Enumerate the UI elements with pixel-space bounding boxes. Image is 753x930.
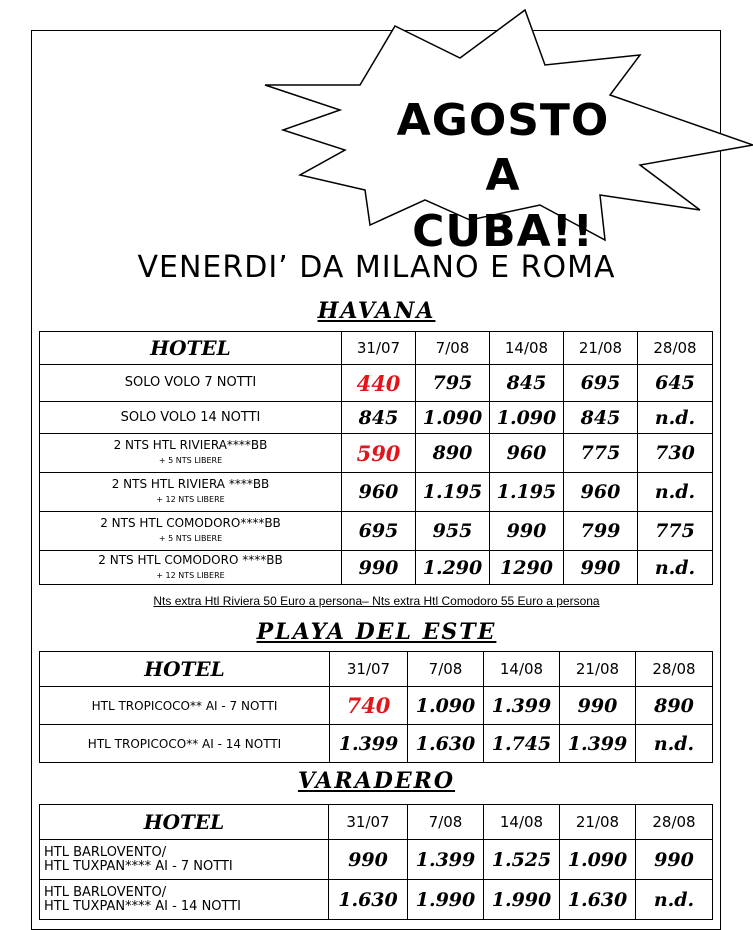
varadero-price-table [39,804,713,920]
price-cell: 795 [416,365,490,402]
price-cell: 590 [342,434,416,473]
date-column-header: 21/08 [560,652,636,687]
price-cell: 1.195 [490,473,564,512]
date-column-header: 14/08 [484,652,560,687]
price-cell: 1290 [490,551,564,585]
date-column-header: 31/07 [329,805,408,840]
price-cell: 990 [560,687,636,725]
table-row [40,434,713,473]
section-title-havana: HAVANA [317,298,436,324]
price-cell: 990 [636,840,713,880]
date-column-header: 7/08 [416,332,490,365]
table-row [40,880,713,920]
price-cell: 990 [329,840,408,880]
promo-line-2: A CUBA!! [412,150,594,257]
section-title-varadero: VARADERO [297,768,456,794]
price-cell: 845 [342,402,416,434]
table-row [40,840,713,880]
offer-name: 2 NTS HTL COMODORO****BB + 5 NTS LIBERE [40,512,342,551]
page-headline: VENERDI’ DA MILANO E ROMA [137,250,616,285]
section-title-playa-del-este: PLAYA DEL ESTE [256,619,497,645]
offer-name: SOLO VOLO 14 NOTTI [40,402,342,434]
price-cell: 1.630 [329,880,408,920]
hotel-column-header: HOTEL [40,332,342,365]
date-column-header: 28/08 [636,805,713,840]
table-row [40,402,713,434]
price-cell: 1.399 [484,687,560,725]
table-row [40,551,713,585]
price-cell: 1.399 [408,840,484,880]
hotel-column-header: HOTEL [40,652,330,687]
offer-name: 2 NTS HTL COMODORO ****BB + 12 NTS LIBERE [40,551,342,585]
price-cell: n.d. [638,551,713,585]
playa-del-este-price-table [39,651,713,763]
table-row [40,725,713,763]
price-cell: 730 [638,434,713,473]
date-column-header: 14/08 [484,805,560,840]
offer-name: HTL TROPICOCO** AI - 14 NOTTI [40,725,330,763]
price-cell: n.d. [636,880,713,920]
promo-line-1: AGOSTO [396,95,610,146]
havana-price-table [39,331,713,585]
price-cell: 1.399 [560,725,636,763]
date-column-header: 31/07 [342,332,416,365]
price-cell: 960 [342,473,416,512]
table-header-row [40,332,713,365]
offer-name: SOLO VOLO 7 NOTTI [40,365,342,402]
table-row [40,365,713,402]
date-column-header: 7/08 [408,652,484,687]
table-header-row [40,652,713,687]
date-column-header: 28/08 [636,652,713,687]
offer-name: HTL BARLOVENTO/ HTL TUXPAN**** AI - 7 NOTTI [40,840,329,880]
price-cell: 955 [416,512,490,551]
offer-name: 2 NTS HTL RIVIERA****BB + 5 NTS LIBERE [40,434,342,473]
price-cell: 740 [330,687,408,725]
price-cell: 990 [490,512,564,551]
date-column-header: 21/08 [564,332,638,365]
date-column-header: 28/08 [638,332,713,365]
price-cell: 695 [342,512,416,551]
table-row [40,687,713,725]
price-cell: 1.090 [560,840,636,880]
price-cell: 799 [564,512,638,551]
price-cell: 1.090 [416,402,490,434]
offer-name: HTL TROPICOCO** AI - 7 NOTTI [40,687,330,725]
price-cell: 1.090 [408,687,484,725]
price-cell: 1.630 [408,725,484,763]
date-column-header: 31/07 [330,652,408,687]
price-cell: 695 [564,365,638,402]
date-column-header: 14/08 [490,332,564,365]
price-cell: 1.195 [416,473,490,512]
price-cell: 440 [342,365,416,402]
price-cell: 890 [416,434,490,473]
price-cell: 1.630 [560,880,636,920]
price-cell: 960 [490,434,564,473]
offer-name: 2 NTS HTL RIVIERA ****BB + 12 NTS LIBERE [40,473,342,512]
price-cell: 1.990 [408,880,484,920]
offer-name: HTL BARLOVENTO/ HTL TUXPAN**** AI - 14 NOTTI [40,880,329,920]
price-cell: 1.399 [330,725,408,763]
price-cell: 775 [638,512,713,551]
starburst-badge [0,0,753,245]
price-cell: 1.525 [484,840,560,880]
price-cell: 960 [564,473,638,512]
price-cell: n.d. [638,473,713,512]
table-row [40,473,713,512]
extra-nights-note: Nts extra Htl Riviera 50 Euro a persona– Nts extra Htl Comodoro 55 Euro a persona [153,594,600,608]
price-cell: 1.990 [484,880,560,920]
hotel-column-header: HOTEL [40,805,329,840]
price-cell: 1.290 [416,551,490,585]
price-cell: 990 [342,551,416,585]
price-cell: n.d. [636,725,713,763]
price-cell: 990 [564,551,638,585]
price-cell: 845 [564,402,638,434]
date-column-header: 21/08 [560,805,636,840]
price-cell: n.d. [638,402,713,434]
price-cell: 890 [636,687,713,725]
table-row [40,512,713,551]
price-cell: 775 [564,434,638,473]
price-cell: 645 [638,365,713,402]
price-cell: 845 [490,365,564,402]
date-column-header: 7/08 [408,805,484,840]
price-cell: 1.090 [490,402,564,434]
table-header-row [40,805,713,840]
price-cell: 1.745 [484,725,560,763]
